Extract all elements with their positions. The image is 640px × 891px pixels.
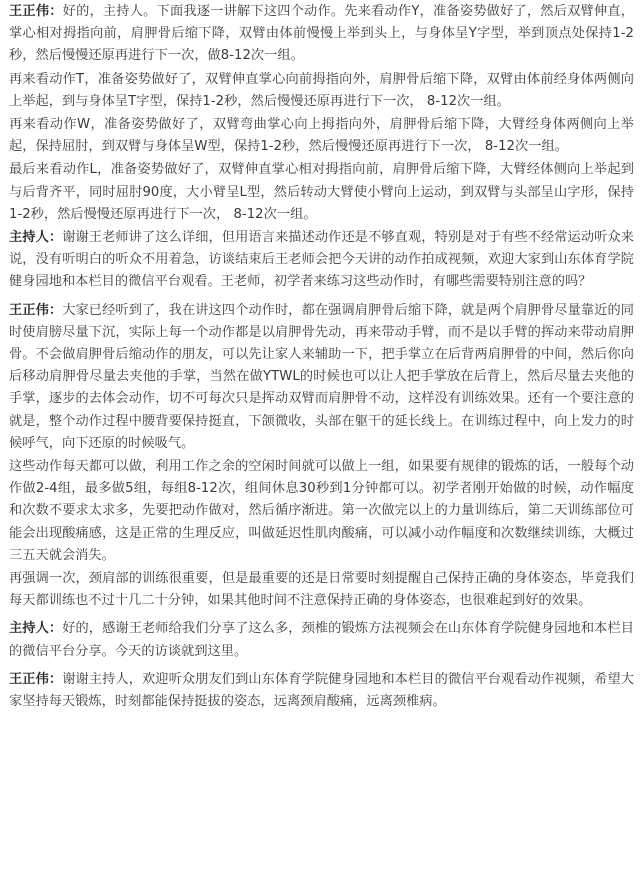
paragraph-text: 再强调一次，颈肩部的训练很重要，但是最重要的还是日常要时刻提醒自己保持正确的身体姿态，毕竟我们每天都训练也不过十几二十分钟，如果其他时间不注意保持正确的身体姿态，也很难起到好的效果。 — [9, 571, 634, 609]
paragraph-posture — [9, 568, 634, 612]
speaker-label: 主持人： — [9, 621, 63, 637]
paragraph-text: 谢谢王老师讲了这么详细，但用语言来描述动作还是不够直观，特别是对于有些不经常运动听众来说，没有听明白的听众不用着急，访谈结束后王老师会把今天讲的动作拍成视频，欢迎大家到山东体育学院健身园地和本栏目的微信平台观看。王老师，初学者来练习这些动作时，有哪些需要特别注意的吗？ — [9, 230, 634, 290]
paragraph-text: 这些动作每天都可以做，利用工作之余的空闲时间就可以做上一组，如果要有规律的锻炼的话，一般每个动作做2-4组，最多做5组，每组8-12次，组间休息30秒到1分钟都可以。初学者刚开始做的时候，动作幅度和次数不要求太求多，先要把动作做对，然后循序渐进。第一次做完以上的力量训练后，第二天训练部位可能会出现酸痛感，这是正常的生理反应，叫做延迟性肌肉酸痛，可以减小动作幅度和次数继续训练，大概过三五天就会消失。 — [9, 459, 634, 563]
paragraph-text: 再来看动作T，准备姿势做好了，双臂伸直掌心向前拇指向外，肩胛骨后缩下降，双臂由体前经身体两侧向上举起，到与身体呈T字型，保持1-2秒，然后慢慢还原再进行下一次， 8-12次一组。 — [9, 71, 634, 109]
paragraph-text: 谢谢主持人，欢迎听众朋友们到山东体育学院健身园地和本栏目的微信平台观看动作视频，希望大家坚持每天锻炼，时刻都能保持挺拔的姿态，远离颈肩酸痛，远离颈椎病。 — [9, 671, 634, 710]
paragraph-text: 再来看动作W，准备姿势做好了，双臂弯曲掌心向上拇指向外，肩胛骨后缩下降，大臂经身体两侧向上举起，保持屈肘，到双臂与身体呈W型，保持1-2秒，然后慢慢还原再进行下一次， 8-12次一组。 — [9, 117, 634, 155]
paragraph-text: 大家已经听到了，我在讲这四个动作时，都在强调肩胛骨后缩下降，就是两个肩胛骨尽量靠近的同时使肩膀尽量下沉，实际上每一个动作都是以肩胛骨先动，再来带动手臂，而不是以手臂的挥动来带动肩胛骨。不会做肩胛骨后缩动作的朋友，可以先让家人来辅助一下，把手掌立在后背两肩胛骨的中间，然后你向后移动肩胛骨尽量去夹他的手掌，当然在做YTWL的时候也可以让人把手掌放在后背上，然后尽量去夹他的手掌，逐步的去体会动作，切不可每次只是挥动双臂而肩胛骨不动，这样没有训练效果。还有一个要注意的就是，整个动作过程中腰背要保持挺直，下颌微收，头部在躯干的延长线上。在训练过程中，向上发力的时候呼气，向下还原的时候吸气。 — [9, 302, 634, 451]
paragraph-wang-closing — [9, 669, 634, 713]
speaker-label: 王正伟： — [9, 671, 63, 687]
paragraph-text: 好的，感谢王老师给我们分享了这么多，颈椎的锻炼方法视频会在山东体育学院健身园地和本栏目的微信平台分享。今天的访谈就到这里。 — [9, 621, 634, 659]
paragraph-host-closing — [9, 618, 634, 662]
paragraph-frequency — [9, 456, 634, 567]
paragraph-action-t — [9, 69, 634, 113]
speaker-label: 主持人： — [9, 230, 63, 246]
paragraph-action-l — [9, 159, 634, 226]
speaker-label: 王正伟： — [9, 302, 63, 318]
paragraph-text: 好的，主持人。下面我逐一讲解下这四个动作。先来看动作Y，准备姿势做好了，然后双臂伸直，掌心相对拇指向前，肩胛骨后缩下降，双臂由体前慢慢上举到头上，与身体呈Y字型，举到顶点处保持1-2秒，然后慢慢还原再进行下一次，做8-12次一组。 — [9, 4, 635, 64]
speaker-label: 王正伟： — [9, 4, 63, 19]
paragraph-text: 最后来看动作L，准备姿势做好了，双臂伸直掌心相对拇指向前，肩胛骨后缩下降，大臂经体侧向上举起到与后背齐平，同时屈肘90度，大小臂呈L型，然后转动大臂使小臂向上运动，到双臂与头部呈山字形，保持1-2秒，然后慢慢还原再进行下一次， 8-12次一组。 — [9, 162, 634, 222]
paragraph-host-question — [9, 227, 634, 294]
paragraph-action-w — [9, 114, 634, 158]
paragraph-wang-notes — [9, 300, 634, 455]
paragraph-wang-y — [9, 1, 634, 68]
